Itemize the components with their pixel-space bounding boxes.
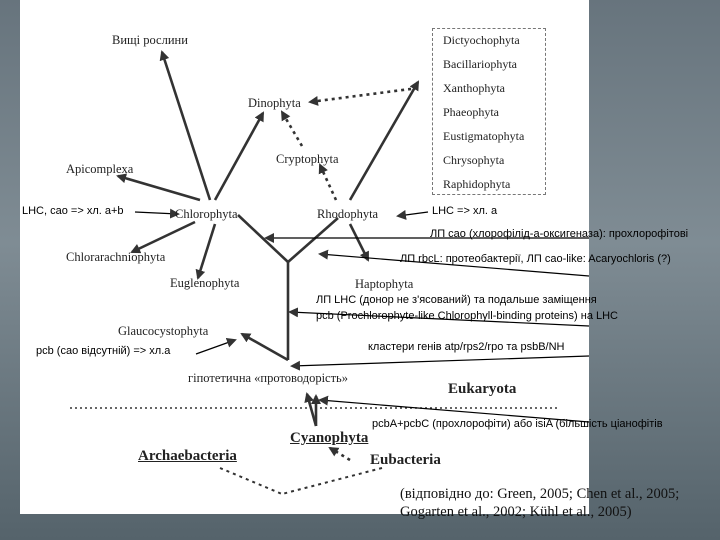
node-euglenophyta: Euglenophyta — [170, 276, 240, 290]
annotation-lp-lhc-1: ЛП LHC (донор не з'ясований) та подальше заміщення — [316, 294, 597, 306]
annotation-clusters: кластери генів atp/rps2/rpo та psbB/NH — [368, 341, 565, 353]
line-to-apicomplexa — [118, 176, 200, 200]
dotted-rhodophyta-to-cryptophyta — [320, 165, 336, 200]
node-chlorophyta: Chlorophyta — [175, 207, 238, 221]
node-cryptophyta: Cryptophyta — [276, 152, 339, 166]
line-to-dinophyta-from-chloro — [215, 113, 263, 200]
diagram-canvas — [20, 0, 689, 520]
line-to-euglenophyta — [198, 224, 215, 278]
node-haptophyta: Haptophyta — [355, 277, 414, 291]
reference-line-1: (відповідно до: Green, 2005; Chen et al., 2005; — [400, 486, 680, 502]
heterokont-box — [432, 28, 546, 195]
annotation-pcba: pcbA+pcbC (прохлорофіти) або isiA (більшість ціанофітів — [372, 418, 663, 430]
node-eukaryota: Eukaryota — [448, 381, 517, 397]
dotted-box-to-dinophyta — [310, 88, 418, 102]
annotation-lhc-ab: LHC, cao => хл. а+b — [22, 205, 124, 217]
box-item: Bacillariophyta — [443, 57, 517, 71]
node-archaebacteria: Archaebacteria — [138, 448, 237, 464]
box-item: Phaeophyta — [443, 105, 499, 119]
node-chlorarachniophyta: Chlorarachniophyta — [66, 250, 166, 264]
node-higher-plants: Вищі рослини — [112, 33, 188, 47]
annotation-lp-rbcl: ЛП rbcL: протеобактерії, ЛП cao-like: Acaryochloris (?) — [400, 253, 671, 265]
line-rhodophyta-to-haptophyta — [350, 224, 368, 260]
line-to-higher-plants — [162, 52, 210, 200]
arrow-clusters — [292, 356, 589, 366]
box-item: Xanthophyta — [443, 81, 505, 95]
dotted-archaea-to-root — [220, 468, 282, 494]
line-to-chlorarachniophyta — [132, 222, 195, 252]
dotted-eubacteria-to-root — [282, 468, 382, 494]
arrow-lhc-a — [398, 212, 428, 216]
node-dinophyta: Dinophyta — [248, 96, 301, 110]
annotation-lhc-a: LHC => хл. а — [432, 205, 498, 217]
node-glaucocystophyta: Glaucocystophyta — [118, 324, 209, 338]
annotation-pcb-absent: pcb (cao відсутній) => хл.а — [36, 345, 171, 357]
node-eubacteria: Eubacteria — [370, 452, 441, 468]
reference-line-2: Gogarten et al., 2002; Kühl et al., 2005) — [400, 504, 632, 520]
node-proto-alga: гіпотетична «протоводорість» — [188, 371, 349, 385]
box-item: Dictyochophyta — [443, 33, 520, 47]
annotation-lp-cao: ЛП cao (хлорофілід-а-оксигеназа): прохлорофітові — [430, 228, 689, 240]
box-item: Chrysophyta — [443, 153, 505, 167]
dotted-eubacteria-to-cyanophyta — [330, 448, 350, 460]
line-to-glaucocystophyta — [242, 334, 288, 360]
arrow-lhc-ab — [135, 212, 178, 214]
box-item: Raphidophyta — [443, 177, 511, 191]
node-apicomplexa: Apicomplexa — [66, 162, 134, 176]
arrow-pcb-absent — [196, 340, 235, 354]
box-item: Eustigmatophyta — [443, 129, 525, 143]
node-rhodophyta: Rhodophyta — [317, 207, 379, 221]
line-cyanophyta-to-proto — [307, 394, 316, 426]
node-cyanophyta: Cyanophyta — [290, 430, 369, 446]
dotted-cryptophyta-to-dinophyta — [282, 112, 302, 146]
annotation-lp-lhc-2: pcb (Prochlorophyte-like Chlorophyll-binding proteins) на LHC — [316, 310, 618, 322]
line-rhodophyta-to-box — [350, 82, 418, 200]
